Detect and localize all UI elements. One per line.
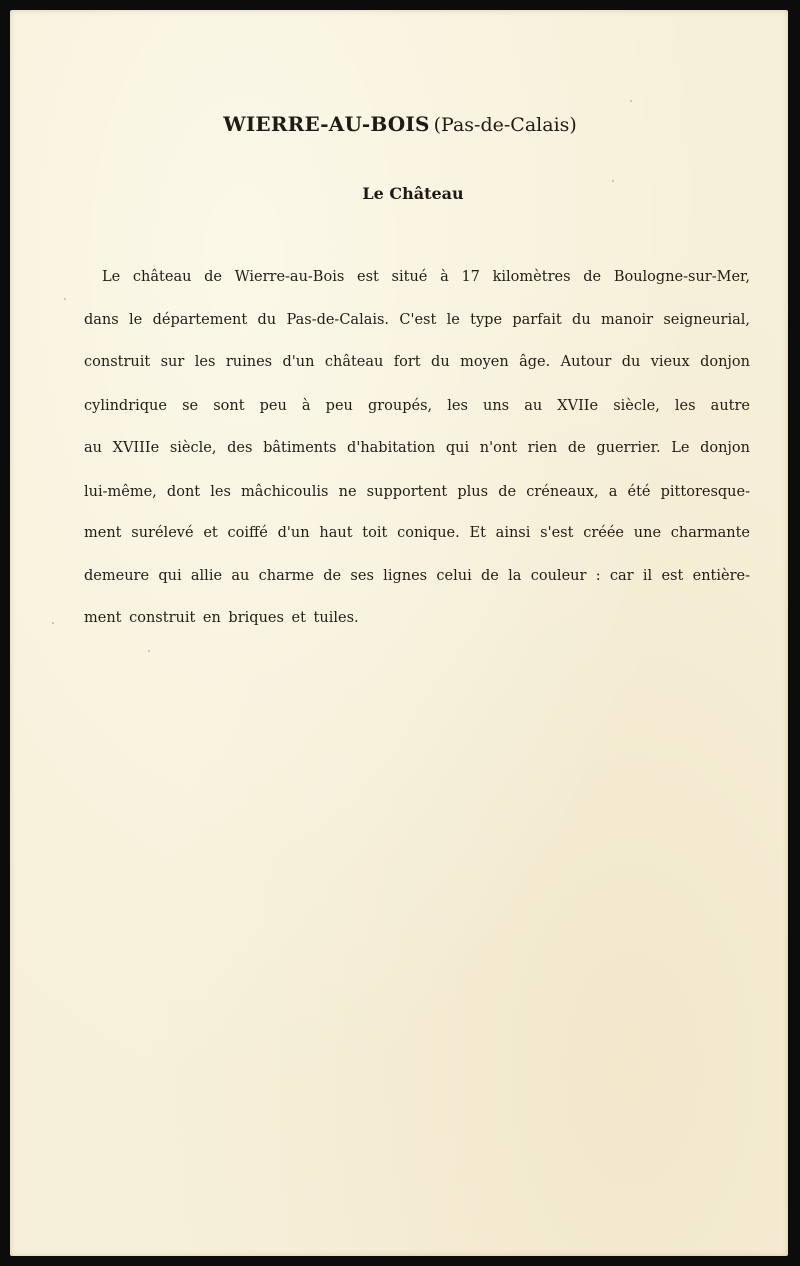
title-region: (Pas-de-Calais) [433,114,577,136]
text-line: ment construit en briques et tuiles. [84,610,359,626]
paper-speck [52,622,54,624]
text-line: ment surélevé et coiffé d'un haut toit conique. Et ainsi s'est créée une charmante [84,525,750,541]
title-place: WIERRE-AU-BOIS [223,112,430,136]
paper-speck [612,180,614,182]
text-line: au XVIIIe siècle, des bâtiments d'habitation qui n'ont rien de guerrier. Le donjon [84,440,750,456]
text-line: lui-même, dont les mâchicoulis ne supportent plus de créneaux, a été pittoresque- [84,484,750,500]
text-line: construit sur les ruines d'un château fort du moyen âge. Autour du vieux donjon [84,354,750,370]
text-line: Le château de Wierre-au-Bois est situé à 17 kilomètres de Boulogne-sur-Mer, [102,269,750,285]
paper-speck [148,650,150,652]
text-line: cylindrique se sont peu à peu groupés, les uns au XVIIe siècle, les autre [84,398,750,414]
paper-speck [630,100,632,102]
text-line: demeure qui allie au charme de ses lignes celui de la couleur : car il est entière- [84,568,750,584]
text-line: dans le département du Pas-de-Calais. C'est le type parfait du manoir seigneurial, [84,312,750,328]
paper-speck [64,298,66,300]
section-heading: Le Château [362,184,464,203]
